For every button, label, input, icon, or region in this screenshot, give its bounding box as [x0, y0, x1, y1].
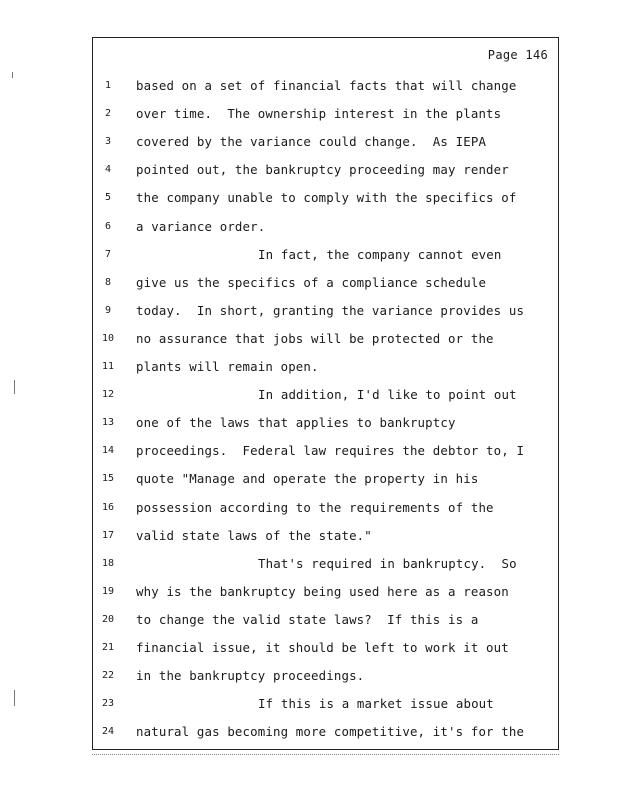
line-text: why is the bankruptcy being used here as a reason	[136, 583, 509, 599]
line-text: to change the valid state laws? If this is a	[136, 611, 479, 627]
transcript-line	[93, 132, 558, 152]
line-text: based on a set of financial facts that will change	[136, 78, 517, 93]
transcript-line	[93, 273, 558, 293]
transcript-line	[93, 217, 558, 237]
line-text: If this is a market issue about	[258, 696, 494, 712]
line-text: a variance order.	[136, 218, 266, 234]
transcript-line	[93, 104, 558, 124]
line-text: proceedings. Federal law requires the debtor to, I	[136, 443, 525, 459]
line-text: one of the laws that applies to bankruptcy	[136, 415, 456, 431]
transcript-line	[93, 526, 558, 546]
line-number: 12	[101, 389, 115, 401]
page-number: Page 146	[487, 48, 548, 62]
line-number: 18	[101, 557, 115, 569]
line-number: 19	[101, 585, 115, 597]
line-text: natural gas becoming more competitive, it's for the	[136, 724, 525, 740]
line-number: 1	[104, 80, 112, 91]
line-text: pointed out, the bankruptcy proceeding may render	[136, 162, 509, 178]
line-text: In addition, I'd like to point out	[258, 387, 517, 403]
transcript-page-frame	[92, 37, 559, 750]
line-number: 20	[101, 613, 115, 625]
line-number: 13	[101, 417, 115, 429]
transcript-line	[93, 638, 558, 658]
line-number: 17	[101, 529, 115, 541]
transcript-line	[93, 76, 558, 96]
line-number: 10	[101, 332, 115, 344]
transcript-line	[93, 413, 558, 433]
scan-artifact	[12, 72, 13, 78]
line-number: 3	[104, 136, 112, 148]
line-text: the company unable to comply with the specifics of	[136, 190, 517, 206]
transcript-line	[93, 722, 558, 742]
scan-artifact	[14, 380, 15, 394]
line-number: 14	[101, 445, 115, 457]
line-number: 8	[104, 276, 112, 288]
line-text: In fact, the company cannot even	[258, 246, 502, 262]
line-text: financial issue, it should be left to work it out	[136, 640, 509, 655]
line-text: give us the specifics of a compliance schedule	[136, 274, 487, 290]
line-text: possession according to the requirements of the	[136, 499, 494, 515]
transcript-line	[93, 498, 558, 518]
line-number: 23	[101, 698, 115, 710]
scan-noise-line	[92, 754, 559, 757]
line-number: 16	[101, 501, 115, 513]
line-text: today. In short, granting the variance provides us	[136, 302, 525, 318]
line-text: valid state laws of the state."	[136, 527, 372, 543]
line-number: 2	[104, 108, 112, 120]
transcript-line	[93, 441, 558, 461]
scan-artifact	[14, 690, 15, 706]
transcript-line	[93, 694, 558, 714]
line-number: 11	[101, 361, 115, 372]
transcript-line	[93, 385, 558, 405]
line-number: 21	[101, 642, 115, 653]
line-text: quote "Manage and operate the property in his	[136, 471, 479, 487]
transcript-line	[93, 160, 558, 180]
transcript-line	[93, 329, 558, 349]
line-number: 5	[104, 192, 112, 204]
line-text: no assurance that jobs will be protected or the	[136, 330, 494, 346]
transcript-line	[93, 582, 558, 602]
line-number: 24	[101, 726, 115, 738]
line-text: That's required in bankruptcy. So	[258, 555, 517, 571]
line-text: covered by the variance could change. As IEPA	[136, 134, 487, 150]
transcript-line	[93, 357, 558, 377]
transcript-line	[93, 554, 558, 574]
transcript-line	[93, 245, 558, 265]
line-number: 6	[104, 220, 112, 232]
line-number: 9	[104, 304, 112, 316]
line-number: 4	[104, 164, 112, 176]
line-number: 22	[101, 670, 115, 682]
line-text: over time. The ownership interest in the plants	[136, 106, 502, 122]
transcript-line	[93, 188, 558, 208]
transcript-line	[93, 469, 558, 489]
line-number: 15	[101, 473, 115, 485]
line-text: in the bankruptcy proceedings.	[136, 668, 365, 684]
transcript-line	[93, 301, 558, 321]
transcript-line	[93, 610, 558, 630]
line-text: plants will remain open.	[136, 359, 319, 374]
transcript-line	[93, 666, 558, 686]
line-number: 7	[104, 248, 112, 260]
